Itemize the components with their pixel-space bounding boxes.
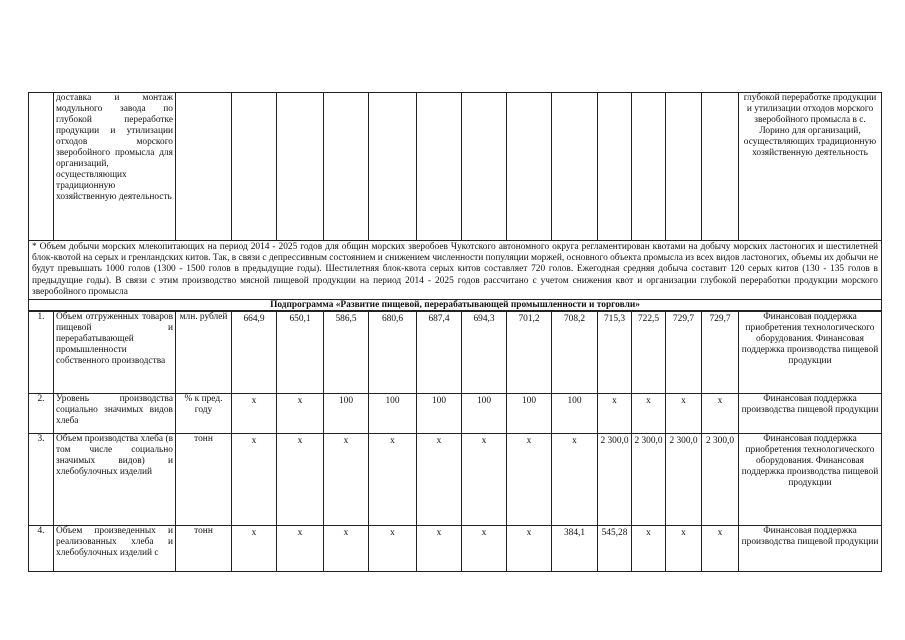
measure-note: Финансовая поддержка производства пищевой продукции xyxy=(739,394,882,434)
value-cell: х xyxy=(417,434,462,526)
indicator-description: доставка и монтаж модульного завода по глубокой переработке продукции и утилизации отходов морского зверобойного промысла для организаций, осуществляющих традиционную хозяйственную деятельность xyxy=(54,93,176,241)
table-row-continuation xyxy=(29,93,882,241)
value-cell: х xyxy=(324,526,369,572)
value-cell: 687,4 xyxy=(417,312,462,394)
indicators-table xyxy=(28,92,882,311)
value-cell: 100 xyxy=(369,394,417,434)
value-cell: х xyxy=(369,526,417,572)
value-cell: 100 xyxy=(462,394,507,434)
value-cell: х xyxy=(666,394,702,434)
measure-note: глубокой переработке продукции и утилизации отходов морского зверобойного промысла в с. Лорино для организаций, осуществляющих традиционную хозяйственную деятельность xyxy=(739,93,882,241)
value-cell: 100 xyxy=(417,394,462,434)
value-cell: х xyxy=(598,394,632,434)
row-number: 2. xyxy=(29,394,54,434)
row-number-cell xyxy=(29,93,54,241)
row-number: 3. xyxy=(29,434,54,526)
value-cell: х xyxy=(277,434,324,526)
unit-cell xyxy=(176,93,232,241)
value-cell: 722,5 xyxy=(632,312,666,394)
value-cell: 2 300,0 xyxy=(666,434,702,526)
value-cell: 2 300,0 xyxy=(598,434,632,526)
value-cell: х xyxy=(232,394,277,434)
value-cell: 680,6 xyxy=(369,312,417,394)
subprogram-row xyxy=(29,300,882,311)
footnote-row xyxy=(29,241,882,300)
unit-cell: % к пред. году xyxy=(176,394,232,434)
unit-cell: тонн xyxy=(176,434,232,526)
value-cell: 2 300,0 xyxy=(702,434,739,526)
value-cell: х xyxy=(702,526,739,572)
table-row xyxy=(29,312,882,394)
table-row xyxy=(29,434,882,526)
footnote-text: * Объем добычи морских млекопитающих на период 2014 - 2025 годов для общин морских зверобоев Чукотского автономного округа регламентирован квотами на добычу морских ластоногих и шестилетней блок-квотой на серых и гренландских китов. Так, в связи с депрессивным состоянием и снижением численности популяции моржей, основного объекта промысла из всех видов ластоногих, объемы их добычи не будут превышать 1000 голов (1300 - 1500 голов в предыдущие годы). Шестилетняя блок-квота серых китов составляет 720 голов. Ежегодная средняя добыча составит 120 серых китов (130 - 135 голов в предыдущие годы). В связи с этим производство мясной пищевой продукции на период 2014 - 2025 годов рассчитано с учетом снижения квот и организации глубокой переработки продукции морского зверобойного промысла xyxy=(29,241,882,300)
value-cell: х xyxy=(277,526,324,572)
measure-note: Финансовая поддержка приобретения технологического оборудования. Финансовая поддержка производства пищевой продукции xyxy=(739,434,882,526)
value-cell: 100 xyxy=(552,394,598,434)
value-cell: х xyxy=(552,434,598,526)
value-cell: 2 300,0 xyxy=(632,434,666,526)
value-cell: х xyxy=(632,526,666,572)
value-cell: 100 xyxy=(507,394,552,434)
indicator-description: Объем отгруженных товаров пищевой и перерабатывающей промышленности собственного производства xyxy=(54,312,176,394)
document-table-page xyxy=(28,92,881,578)
value-cell: 708,2 xyxy=(552,312,598,394)
subprogram-title: Подпрограмма «Развитие пищевой, перерабатывающей промышленности и торговли» xyxy=(29,300,882,311)
measure-note: Финансовая поддержка производства пищевой продукции xyxy=(739,526,882,572)
indicator-description: Объем производства хлеба (в том числе социально значимых видов) и хлебобулочных изделий xyxy=(54,434,176,526)
value-cell: 545,28 xyxy=(598,526,632,572)
value-cell: х xyxy=(632,394,666,434)
value-cell: 664,9 xyxy=(232,312,277,394)
value-cell: 586,5 xyxy=(324,312,369,394)
value-cell: х xyxy=(277,394,324,434)
value-cell: х xyxy=(324,434,369,526)
value-cell: 694,3 xyxy=(462,312,507,394)
unit-cell: млн. рублей xyxy=(176,312,232,394)
value-cell: х xyxy=(702,394,739,434)
value-cell: х xyxy=(369,434,417,526)
table-row xyxy=(29,394,882,434)
value-cell: 715,3 xyxy=(598,312,632,394)
value-cell: 701,2 xyxy=(507,312,552,394)
indicator-description: Объем произведенных и реализованных хлеба и хлебобулочных изделий с xyxy=(54,526,176,572)
value-cell: х xyxy=(666,526,702,572)
value-cell: 729,7 xyxy=(702,312,739,394)
value-cell: х xyxy=(232,526,277,572)
value-cell: х xyxy=(507,526,552,572)
row-number: 4. xyxy=(29,526,54,572)
table-row xyxy=(29,526,882,572)
value-cell: 384,1 xyxy=(552,526,598,572)
indicators-rows xyxy=(28,311,882,572)
value-cell: х xyxy=(232,434,277,526)
value-cell: х xyxy=(462,526,507,572)
row-number: 1. xyxy=(29,312,54,394)
value-cell: 650,1 xyxy=(277,312,324,394)
indicator-description: Уровень производства социально значимых видов хлеба xyxy=(54,394,176,434)
value-cell: х xyxy=(462,434,507,526)
value-cell: 100 xyxy=(324,394,369,434)
value-cell: х xyxy=(417,526,462,572)
value-cell: х xyxy=(507,434,552,526)
unit-cell: тонн xyxy=(176,526,232,572)
value-cell: 729,7 xyxy=(666,312,702,394)
measure-note: Финансовая поддержка приобретения технологического оборудования. Финансовая поддержка производства пищевой продукции xyxy=(739,312,882,394)
